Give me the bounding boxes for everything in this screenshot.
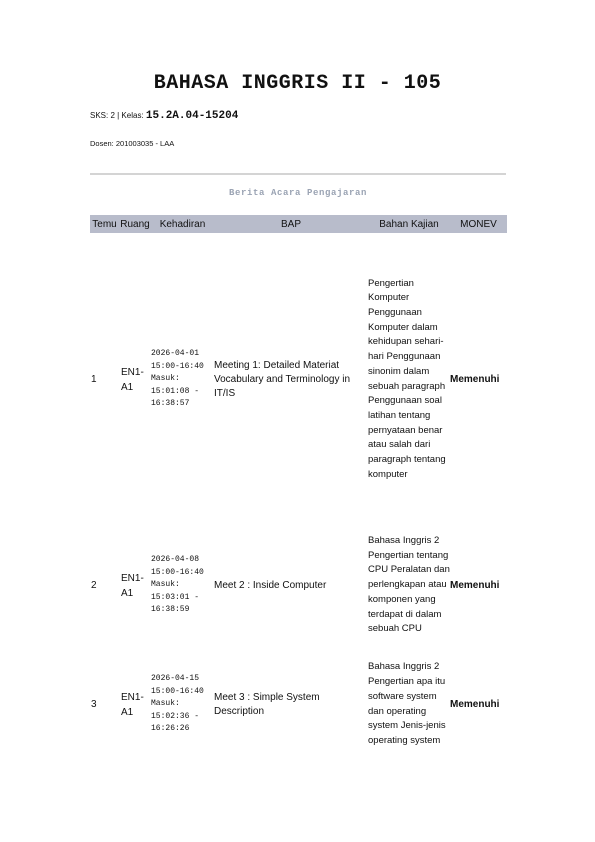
table-row [90,233,507,526]
temu-cell: 3 [91,699,97,710]
temu-cell: 1 [91,374,97,385]
kehadiran-date: 2026-04-15 [151,674,200,684]
kelas-value: 15.2A.04-15204 [145,110,239,122]
kehadiran-time: 15:00-16:40 [151,686,204,696]
kehadiran-masuk-time: 15:03:01 - [151,592,200,602]
kehadiran-masuk-label: Masuk: [151,580,180,590]
kehadiran-masuk-label: Masuk: [151,374,180,384]
divider [90,173,506,175]
table-row [90,645,507,764]
table-row [90,526,507,645]
lecturer-info: Dosen: 201003035 - LAA [90,139,175,148]
temu-cell: 2 [91,580,97,591]
monev-cell: Memenuhi [450,699,500,710]
kehadiran-time: 15:00-16:40 [151,361,204,371]
kehadiran-masuk-time: 15:02:36 - [151,711,200,721]
header-bahan-kajian: Bahan Kajian [368,215,450,233]
ruang-cell: EN1-A1 [121,691,144,718]
kehadiran-keluar-time: 16:38:59 [151,605,190,615]
kehadiran-masuk-time: 15:01:08 - [151,386,200,396]
ruang-cell: EN1-A1 [121,572,144,599]
sks-label: SKS: 2 | Kelas: [90,111,146,120]
monev-cell: Memenuhi [450,374,500,385]
section-title: Berita Acara Pengajaran [228,188,368,198]
header-kehadiran: Kehadiran [151,215,214,233]
kehadiran-cell [151,645,214,764]
bap-cell: Meet 2 : Inside Computer [214,579,327,591]
course-info [90,110,238,122]
kehadiran-date: 2026-04-08 [151,555,200,565]
kehadiran-cell [151,526,214,645]
bahan-kajian-cell: Pengertian Komputer Penggunaan Komputer dalam kehidupan sehari-hari Penggunaan sinonim dalam sebuah paragraph Penggunaan soal latihan tentang pernyataan benar atau salah dari paragraph tentang komputer [368,277,446,480]
kehadiran-keluar-time: 16:38:57 [151,399,190,409]
kehadiran-time: 15:00-16:40 [151,567,204,577]
kehadiran-date: 2026-04-01 [151,349,200,359]
bahan-kajian-cell: Bahasa Inggris 2 Pengertian apa itu software system dan operating system Jenis-jenis operating system [368,661,446,746]
ruang-cell: EN1-A1 [121,366,144,393]
attendance-table [90,215,507,764]
bap-cell: Meeting 1: Detailed Materiat Vocabulary and Terminology in IT/IS [214,359,351,399]
bahan-kajian-cell: Bahasa Inggris 2 Pengertian tentang CPU Peralatan dan perlengkapan atau komponen yang terdapat di dalam sebuah CPU [368,535,450,635]
kehadiran-keluar-time: 16:26:26 [151,724,190,734]
header-monev: MONEV [450,215,507,233]
header-bap: BAP [214,215,368,233]
bap-cell: Meet 3 : Simple System Description [214,691,320,717]
header-ruang: Ruang [119,215,151,233]
table-header-row [90,215,507,233]
page-title: BAHASA INGGRIS II - 105 [153,72,442,95]
monev-cell: Memenuhi [450,580,500,591]
kehadiran-cell [151,233,214,526]
header-temu: Temu [90,215,119,233]
kehadiran-masuk-label: Masuk: [151,699,180,709]
